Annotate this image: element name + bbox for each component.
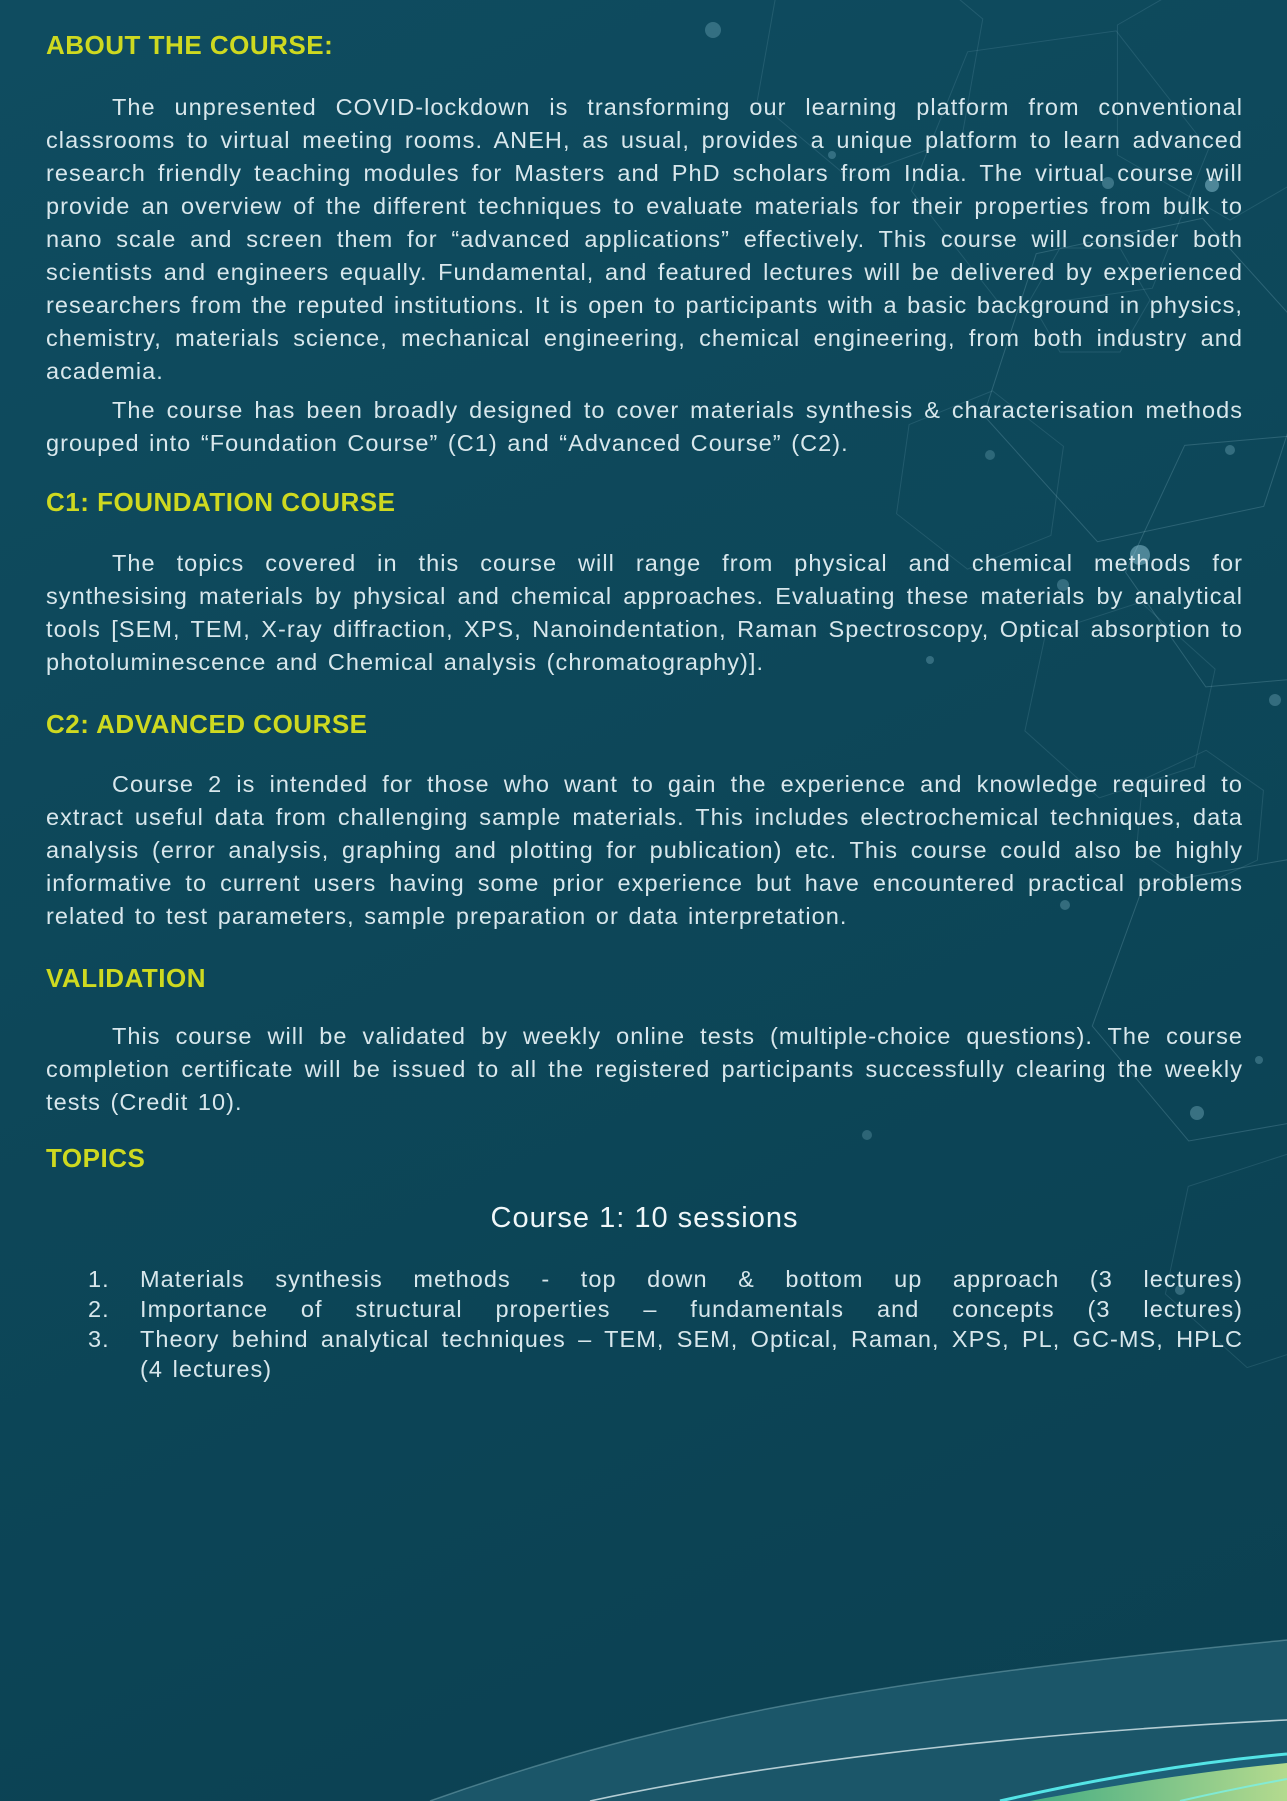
section-c2-advanced-course	[46, 709, 1243, 933]
list-item-number: 3.	[88, 1326, 110, 1352]
list-item	[88, 1324, 1243, 1384]
c1-paragraph: The topics covered in this course will range from physical and chemical methods for synthesising materials by physical and chemical approaches. Evaluating these materials by analytical tools [SEM, TEM, X-ray diffraction, XPS, Nanoindentation, Raman Spectroscopy, Optical absorption to photoluminescence and Chemical analysis (chromatography)].	[46, 550, 1243, 675]
list-item	[88, 1264, 1243, 1294]
about-paragraph-2: The course has been broadly designed to cover materials synthesis & characterisation methods grouped into “Foundation Course” (C1) and “Advanced Course” (C2).	[46, 397, 1243, 456]
about-paragraph-1: The unpresented COVID-lockdown is transforming our learning platform from conventional classrooms to virtual meeting rooms. ANEH, as usual, provides a unique platform to learn advanced research friendly teaching modules for Masters and PhD scholars from India. The virtual course will provide an overview of the different techniques to evaluate materials for their properties from bulk to nano scale and screen them for “advanced applications” effectively. This course will consider both scientists and engineers equally. Fundamental, and featured lectures will be delivered by experienced researchers from the reputed institutions. It is open to participants with a basic background in physics, chemistry, materials science, mechanical engineering, chemical engineering, from both industry and academia.	[46, 94, 1243, 384]
c2-paragraph: Course 2 is intended for those who want to gain the experience and knowledge required to extract useful data from challenging sample materials. This includes electrochemical techniques, data analysis (error analysis, graphing and plotting for publication) etc. This course could also be highly informative to current users having some prior experience but have encountered practical problems related to test parameters, sample preparation or data interpretation.	[46, 771, 1243, 929]
section-c1-foundation-course	[46, 487, 1243, 679]
topics-heading: TOPICS	[46, 1143, 146, 1173]
about-heading: ABOUT THE COURSE:	[46, 30, 334, 60]
list-item	[88, 1294, 1243, 1324]
topics-list	[46, 1264, 1243, 1384]
validation-paragraph: This course will be validated by weekly online tests (multiple-choice questions). The course completion certificate will be issued to all the registered participants successfully clearing the weekly tests (Credit 10).	[46, 1023, 1243, 1115]
list-item-text: Materials synthesis methods - top down & bottom up approach (3 lectures)	[140, 1266, 1243, 1292]
list-item-text: Importance of structural properties – fundamentals and concepts (3 lectures)	[140, 1296, 1243, 1322]
section-topics	[46, 1143, 1243, 1384]
list-item-text: Theory behind analytical techniques – TEM, SEM, Optical, Raman, XPS, PL, GC-MS, HPLC (4 lectures)	[140, 1326, 1243, 1382]
section-validation	[46, 963, 1243, 1119]
section-about	[46, 30, 1243, 460]
list-item-number: 2.	[88, 1296, 110, 1322]
course-1-sessions-title: Course 1: 10 sessions	[490, 1202, 799, 1234]
validation-heading: VALIDATION	[46, 963, 207, 993]
c2-heading: C2: ADVANCED COURSE	[46, 709, 368, 739]
list-item-number: 1.	[88, 1266, 110, 1292]
c1-heading: C1: FOUNDATION COURSE	[46, 487, 396, 517]
